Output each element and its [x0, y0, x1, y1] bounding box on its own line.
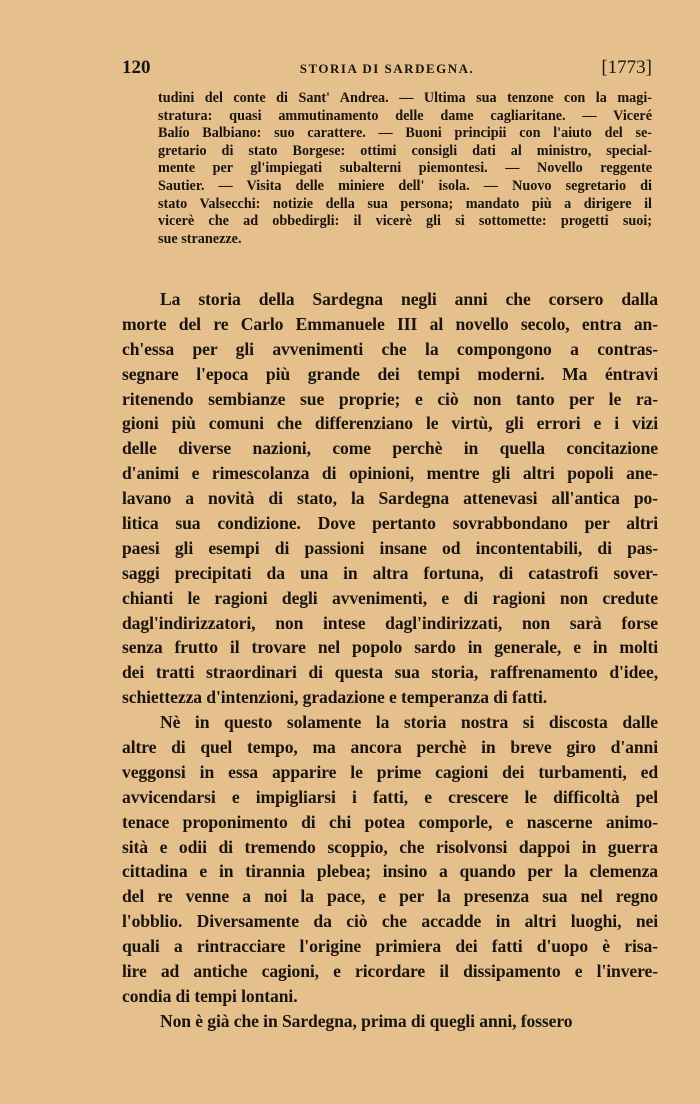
- body-line: senza frutto il trovare nel popolo sardo in generale, e in molti: [122, 637, 658, 658]
- body-line: l'obblio. Diversamente da ciò che accadde in altri luoghi, nei: [122, 911, 658, 932]
- body-line: schiettezza d'intenzioni, gradazione e temperanza di fatti.: [122, 687, 548, 708]
- body-line: tenace proponimento di chi potea comporle, e nascerne animo-: [122, 811, 658, 832]
- running-header: [122, 57, 652, 81]
- body-line: dei tratti straordinari di questa sua storia, raffrenamento d'idee,: [122, 662, 658, 683]
- body-line: delle diverse nazioni, come perchè in quella concitazione: [122, 438, 658, 459]
- body-line: lavano a novità di stato, la Sardegna attenevasi all'antica po-: [122, 488, 658, 509]
- summary-line: stratura: quasi ammutinamento delle dame cagliaritane. — Viceré: [158, 107, 652, 124]
- page-number: 120: [122, 57, 151, 78]
- summary-line: gretario di stato Borgese: ottimi consigli dati al ministro, special-: [158, 142, 652, 159]
- summary-line: Balío Balbiano: suo carattere. — Buoni principii con l'aiuto del se-: [158, 125, 652, 142]
- body-line: chianti le ragioni degli avvenimenti, e di ragioni non credute: [122, 587, 658, 608]
- body-line: lire ad antiche cagioni, e ricordare il dissipamento e l'invere-: [122, 961, 658, 982]
- body-line: del re venne a noi la pace, e per la presenza sua nel regno: [122, 886, 658, 907]
- chapter-summary: [158, 90, 652, 248]
- summary-line: sue stranezze.: [158, 230, 242, 247]
- body-line: La storia della Sardegna negli anni che corsero dalla: [160, 289, 658, 309]
- body-line: saggi precipitati da una in altra fortuna, di catastrofi sover-: [122, 562, 658, 583]
- running-title: STORIA DI SARDEGNA.: [299, 61, 475, 76]
- body-line: ch'essa per gli avvenimenti che la compongono a contras-: [122, 338, 658, 359]
- body-line: Nè in questo solamente la storia nostra si discosta dalle: [160, 712, 658, 733]
- summary-line: stato Valsecchi: notizie della sua persona; mandato più a dirigere il: [158, 195, 652, 212]
- body-line: quali a rintracciare l'origine primiera dei fatti d'uopo è risa-: [122, 936, 658, 957]
- body-text: [122, 287, 658, 1034]
- summary-line: tudini del conte di Sant' Andrea. — Ultima sua tenzone con la magi-: [158, 90, 652, 106]
- year-marker: [1773]: [601, 57, 652, 78]
- body-line: altre di quel tempo, ma ancora perchè in breve giro d'anni: [122, 737, 658, 758]
- body-line: paesi gli esempi di passioni insane od incontentabili, di pas-: [122, 537, 658, 558]
- summary-line: vicerè che ad obbedirgli: il vicerè gli si sottomette: progetti suoi;: [158, 213, 652, 230]
- body-line: ritenendo sembianze sue proprie; e ciò non tanto per le ra-: [122, 388, 658, 409]
- body-line: Non è già che in Sardegna, prima di quegli anni, fossero: [160, 1010, 573, 1031]
- summary-line: Sautier. — Visita delle miniere dell' isola. — Nuovo segretario di: [158, 177, 652, 194]
- body-line: d'animi e rimescolanza di opinioni, mentre gli altri popoli ane-: [122, 463, 658, 484]
- body-line: veggonsi in essa apparire le prime cagioni dei turbamenti, ed: [122, 761, 658, 782]
- body-line: gioni più comuni che differenziano le virtù, gli errori e i vizi: [122, 413, 658, 434]
- body-line: cittadina e in tirannia plebea; insino a quando per la clemenza: [122, 861, 658, 882]
- body-line: morte del re Carlo Emmanuele III al novello secolo, entra an-: [122, 313, 658, 334]
- body-line: segnare l'epoca più grande dei tempi moderni. Ma éntravi: [122, 363, 658, 384]
- body-line: avvicendarsi e impigliarsi i fatti, e crescere le difficoltà pel: [122, 786, 658, 807]
- body-line: sità e odii di tremendo scoppio, che risolvonsi dappoi in guerra: [122, 836, 658, 857]
- body-line: litica sua condizione. Dove pertanto sovrabbondano per altri: [122, 513, 658, 534]
- body-line: condia di tempi lontani.: [122, 985, 298, 1006]
- summary-line: mente per gl'impiegati subalterni piemontesi. — Novello reggente: [158, 160, 652, 177]
- body-line: dagl'indirizzatori, non intese dagl'indirizzati, non sarà forse: [122, 612, 658, 633]
